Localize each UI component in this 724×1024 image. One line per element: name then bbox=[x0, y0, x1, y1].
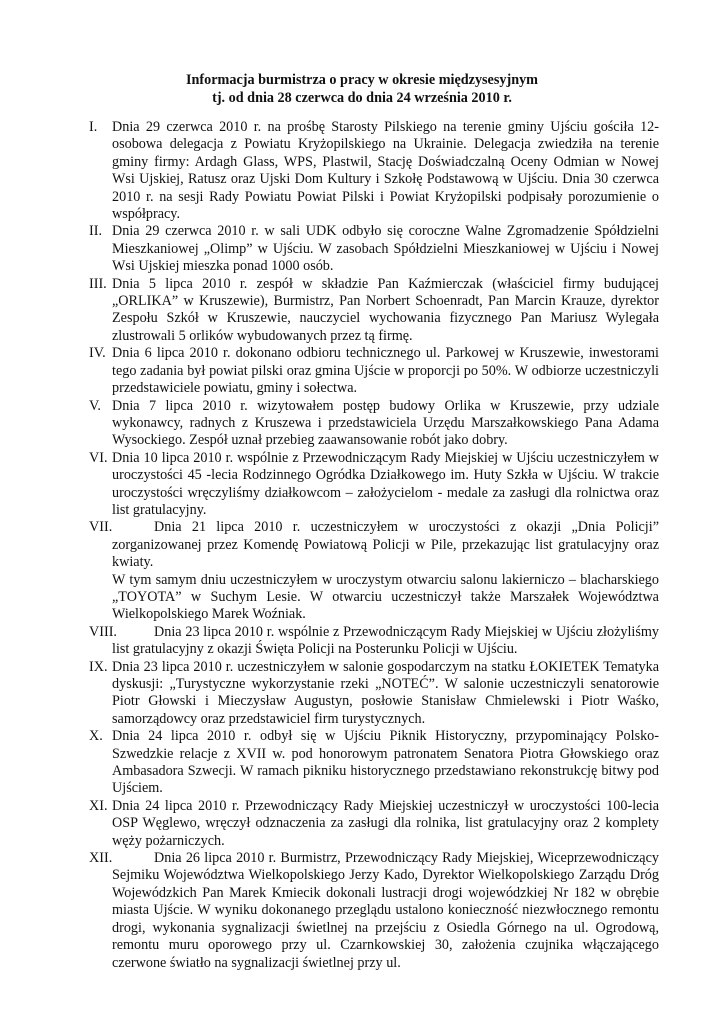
report-item-number: IV. bbox=[89, 345, 106, 362]
report-item bbox=[89, 850, 659, 972]
report-item bbox=[89, 798, 659, 850]
report-item-number: VIII. bbox=[89, 623, 117, 640]
document-title-line-2: tj. od dnia 28 czerwca do dnia 24 września 2010 r. bbox=[212, 90, 512, 106]
report-item bbox=[89, 728, 659, 798]
report-item bbox=[89, 398, 659, 450]
report-item-paragraph: Dnia 29 czerwca 2010 r. w sali UDK odbyło się coroczne Walne Zgromadzenie Spółdzielni Mieszkaniowej „Olimp” w Ujściu. W zasobach Spółdzielni Mieszkaniowej w Ujściu i Nowej Wsi Ujskiej mieszka ponad 1000 osób. bbox=[112, 223, 659, 275]
report-item-paragraph: Dnia 23 lipca 2010 r. uczestniczyłem w salonie gospodarczym na statku ŁOKIETEK Tematyka dyskusji: „Turystyczne wykorzystanie rzeki „NOTEĆ”. W salonie uczestniczyli senatorowie Piotr Głowski i Mieczysław Augustyn, posłowie Stanisław Chmielewski i Piotr Waśko, samorządowcy oraz przedstawiciel firm turystycznych. bbox=[112, 658, 659, 727]
report-item bbox=[89, 223, 659, 275]
report-item-number: V. bbox=[89, 397, 101, 414]
report-item-number: XII. bbox=[89, 850, 113, 867]
report-item bbox=[89, 450, 659, 520]
report-item-paragraph: Dnia 23 lipca 2010 r. wspólnie z Przewodniczącym Rady Miejskiej w Ujściu złożyliśmy list gratulacyjny z okazji Święta Policji na Posterunku Policji w Ujściu. bbox=[112, 623, 659, 658]
report-item-number: XI. bbox=[89, 797, 108, 814]
report-item bbox=[89, 624, 659, 659]
report-item-number: I. bbox=[89, 119, 98, 135]
report-item-paragraph: Dnia 6 lipca 2010 r. dokonano odbioru technicznego ul. Parkowej w Kruszewie, inwestorami tego zadania był powiat pilski oraz gmina Ujście w proporcji po 50%. W odbiorze uczestniczyli przedstawiciele powiatu, gminy i sołectwa. bbox=[112, 345, 659, 397]
report-item bbox=[89, 519, 659, 623]
report-item-paragraph: Dnia 26 lipca 2010 r. Burmistrz, Przewodniczący Rady Miejskiej, Wiceprzewodniczący Sejmiku Województwa Wielkopolskiego Jerzy Kado, Dyrektor Wielkopolskiego Zarządu Dróg Wojewódzkich Pan Marek Kmiecik dokonali lustracji drogi wojewódzkiej Nr 182 w obrębie miasta Ujście. W wyniku dokonanego przeglądu ustalono konieczność niezwłocznego remontu drogi, wykonania sygnalizacji świetlnej na przejściu z Osiedla Górnego na ul. Ogrodową, remontu muru oporowego przy ul. Czarnkowskiej 30, założenia czujnika włączającego czerwone światło na sygnalizacji świetlnej przy ul. bbox=[112, 850, 659, 971]
report-item-number: X. bbox=[89, 728, 103, 745]
document-title-line-1: Informacja burmistrza o pracy w okresie międzysesyjnym bbox=[186, 72, 538, 88]
report-item-paragraph: Dnia 7 lipca 2010 r. wizytowałem postęp budowy Orlika w Kruszewie, przy udziale wykonawcy, radnych z Kruszewa i przedstawiciela Urzędu Marszałkowskiego Pana Adama Wysockiego. Zespół uznał przebieg zaawansowanie robót jako dobry. bbox=[112, 397, 659, 449]
report-item-number: VII. bbox=[89, 519, 113, 536]
report-item-paragraph: Dnia 21 lipca 2010 r. uczestniczyłem w uroczystości z okazji „Dnia Policji” zorganizowanej przez Komendę Powiatową Policji w Pile, przekazując list gratulacyjny oraz kwiaty. bbox=[112, 519, 659, 571]
report-item-number: IX. bbox=[89, 658, 108, 675]
report-item bbox=[89, 345, 659, 397]
report-item bbox=[89, 276, 659, 346]
report-item-paragraph: Dnia 24 lipca 2010 r. Przewodniczący Rady Miejskiej uczestniczył w uroczystości 100-lecia OSP Węglewo, wręczył odznaczenia za zasługi dla rolnika, list gratulacyjny oraz 2 komplety węży pożarniczych. bbox=[112, 797, 659, 849]
report-item bbox=[89, 659, 659, 729]
report-item-number: II. bbox=[89, 223, 102, 240]
report-item bbox=[89, 119, 659, 223]
report-item-number: VI. bbox=[89, 449, 108, 466]
report-item-paragraph: Dnia 29 czerwca 2010 r. na prośbę Starosty Pilskiego na terenie gminy Ujściu gościła 12-osobowa delegacja z Powiatu Kryżopilskiego na Ukrainie. Delegacja zwiedziła na terenie gminy firmy: Ardagh Glass, WPS, Plastwil, Stację Doświadczalną Oceny Odmian w Nowej Wsi Ujskiej, Ratusz oraz Ujski Dom Kultury i Szkołę Podstawową w Ujściu. Dnia 30 czerwca 2010 r. na sesji Rady Powiatu Powiat Pilski i Powiat Kryżopilski podpisały porozumienie o współpracy. bbox=[112, 119, 659, 223]
report-items-list bbox=[89, 119, 659, 972]
report-item-paragraph: Dnia 10 lipca 2010 r. wspólnie z Przewodniczącym Rady Miejskiej w Ujściu uczestniczyłem w uroczystości 45 -lecia Rodzinnego Ogródka Działkowego im. Huty Szkła w Ujściu. W trakcie uroczystości wręczyliśmy działkowcom – założycielom - medale za zasługi dla rolnictwa oraz list gratulacyjny. bbox=[112, 449, 659, 518]
report-item-paragraph: W tym samym dniu uczestniczyłem w uroczystym otwarciu salonu lakierniczo – blacharskiego „TOYOTA” w Suchym Lesie. W otwarciu uczestniczył także Marszałek Województwa Wielkopolskiego Marek Woźniak. bbox=[112, 571, 659, 623]
report-item-number: III. bbox=[89, 275, 107, 292]
report-item-paragraph: Dnia 5 lipca 2010 r. zespół w składzie Pan Kaźmierczak (właściciel firmy budującej „ORLIKA” w Kruszewie), Burmistrz, Pan Norbert Schoenradt, Pan Marcin Krauze, dyrektor Zespołu Szkół w Kruszewie, nauczyciel wychowania fizycznego Pan Mariusz Wylegała zlustrowali 5 orlików wybudowanych przez tą firmę. bbox=[112, 275, 659, 344]
report-item-paragraph: Dnia 24 lipca 2010 r. odbył się w Ujściu Piknik Historyczny, przypominający Polsko-Szwedzkie relacje z XVII w. pod honorowym patronatem Senatora Piotra Głowskiego oraz Ambasadora Szwecji. W ramach pikniku historycznego przedstawiano rekonstrukcję bitwy pod Ujściem. bbox=[112, 728, 659, 797]
